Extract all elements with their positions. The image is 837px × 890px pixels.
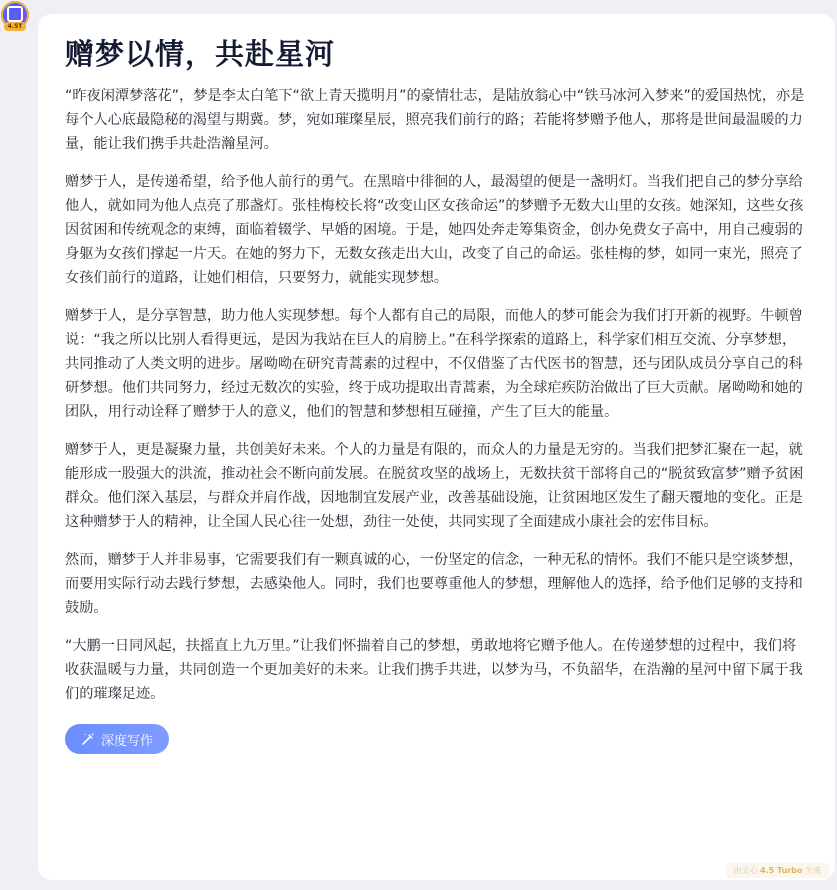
article-paragraph: “昨夜闲潭梦落花”，梦是李太白笔下“欲上青天揽明月”的豪情壮志，是陆放翁心中“铁马冰河入梦来”的爱国热忱，亦是每个人心底最隐秘的渴望与期冀。梦，宛如璀璨星辰，照亮我们前行的路；若能将梦赠予他人，那将是世间最温暖的力量，能让我们携手共赴浩瀚星河。 [65,88,805,152]
magic-wand-icon [81,732,95,746]
model-version-badge: 4.5T [4,22,26,31]
response-card [38,14,835,880]
deep-write-button[interactable] [65,724,169,754]
article-paragraph: 赠梦于人，是传递希望，给予他人前行的勇气。在黑暗中徘徊的人，最渴望的便是一盏明灯。当我们把自己的梦分享给他人，就如同为他人点亮了那盏灯。张桂梅校长将“改变山区女孩命运”的梦赠予无数大山里的女孩。她深知，这些女孩因贫困和传统观念的束缚，面临着辍学、早婚的困境。于是，她四处奔走筹集资金，创办免费女子高中，用自己瘦弱的身躯为女孩们撑起一片天。在她的努力下，无数女孩走出大山，改变了自己的命运。张桂梅的梦，如同一束光，照亮了女孩们前行的道路，让她们相信，只要努力，就能实现梦想。 [65,174,804,286]
article-paragraph: “大鹏一日同风起，扶摇直上九万里。”让我们怀揣着自己的梦想，勇敢地将它赠予他人。在传递梦想的过程中，我们将收获温暖与力量，共同创造一个更加美好的未来。让我们携手共进，以梦为马，不负韶华，在浩瀚的星河中留下属于我们的璀璨足迹。 [65,638,803,702]
model-logo-icon [7,6,23,22]
assistant-avatar [1,1,29,29]
deep-write-label: 深度写作 [101,733,154,749]
article-title: 赠梦以情，共赴星河 [65,37,336,71]
article-paragraph: 赠梦于人，是分享智慧，助力他人实现梦想。每个人都有自己的局限，而他人的梦可能会为我们打开新的视野。牛顿曾说：“我之所以比别人看得更远，是因为我站在巨人的肩膀上。”在科学探索的道路上，科学家们相互交流、分享梦想，共同推动了人类文明的进步。屠呦呦在研究青蒿素的过程中，不仅借鉴了古代医书的智慧，还与团队成员分享自己的科研梦想。他们共同努力，经过无数次的实验，终于成功提取出青蒿素，为全球疟疾防治做出了巨大贡献。屠呦呦和她的团队，用行动诠释了赠梦于人的意义，他们的智慧和梦想相互碰撞，产生了巨大的能量。 [65,308,803,420]
article-paragraph: 然而，赠梦于人并非易事，它需要我们有一颗真诚的心，一份坚定的信念，一种无私的情怀。我们不能只是空谈梦想，而要用实际行动去践行梦想，去感染他人。同时，我们也要尊重他人的梦想，理解他人的选择，给予他们足够的支持和鼓励。 [65,552,803,616]
article-paragraph: 赠梦于人，更是凝聚力量，共创美好未来。个人的力量是有限的，而众人的力量是无穷的。当我们把梦汇聚在一起，就能形成一股强大的洪流，推动社会不断向前发展。在脱贫攻坚的战场上，无数扶贫干部将自己的“脱贫致富梦”赠予贫困群众。他们深入基层，与群众并肩作战，因地制宜发展产业，改善基础设施，让贫困地区发生了翻天覆地的变化。正是这种赠梦于人的精神，让全国人民心往一处想，劲往一处使，共同实现了全面建成小康社会的宏伟目标。 [65,442,804,530]
ai-generated-watermark: 由文心 4.5 Turbo 生成 [726,863,830,878]
